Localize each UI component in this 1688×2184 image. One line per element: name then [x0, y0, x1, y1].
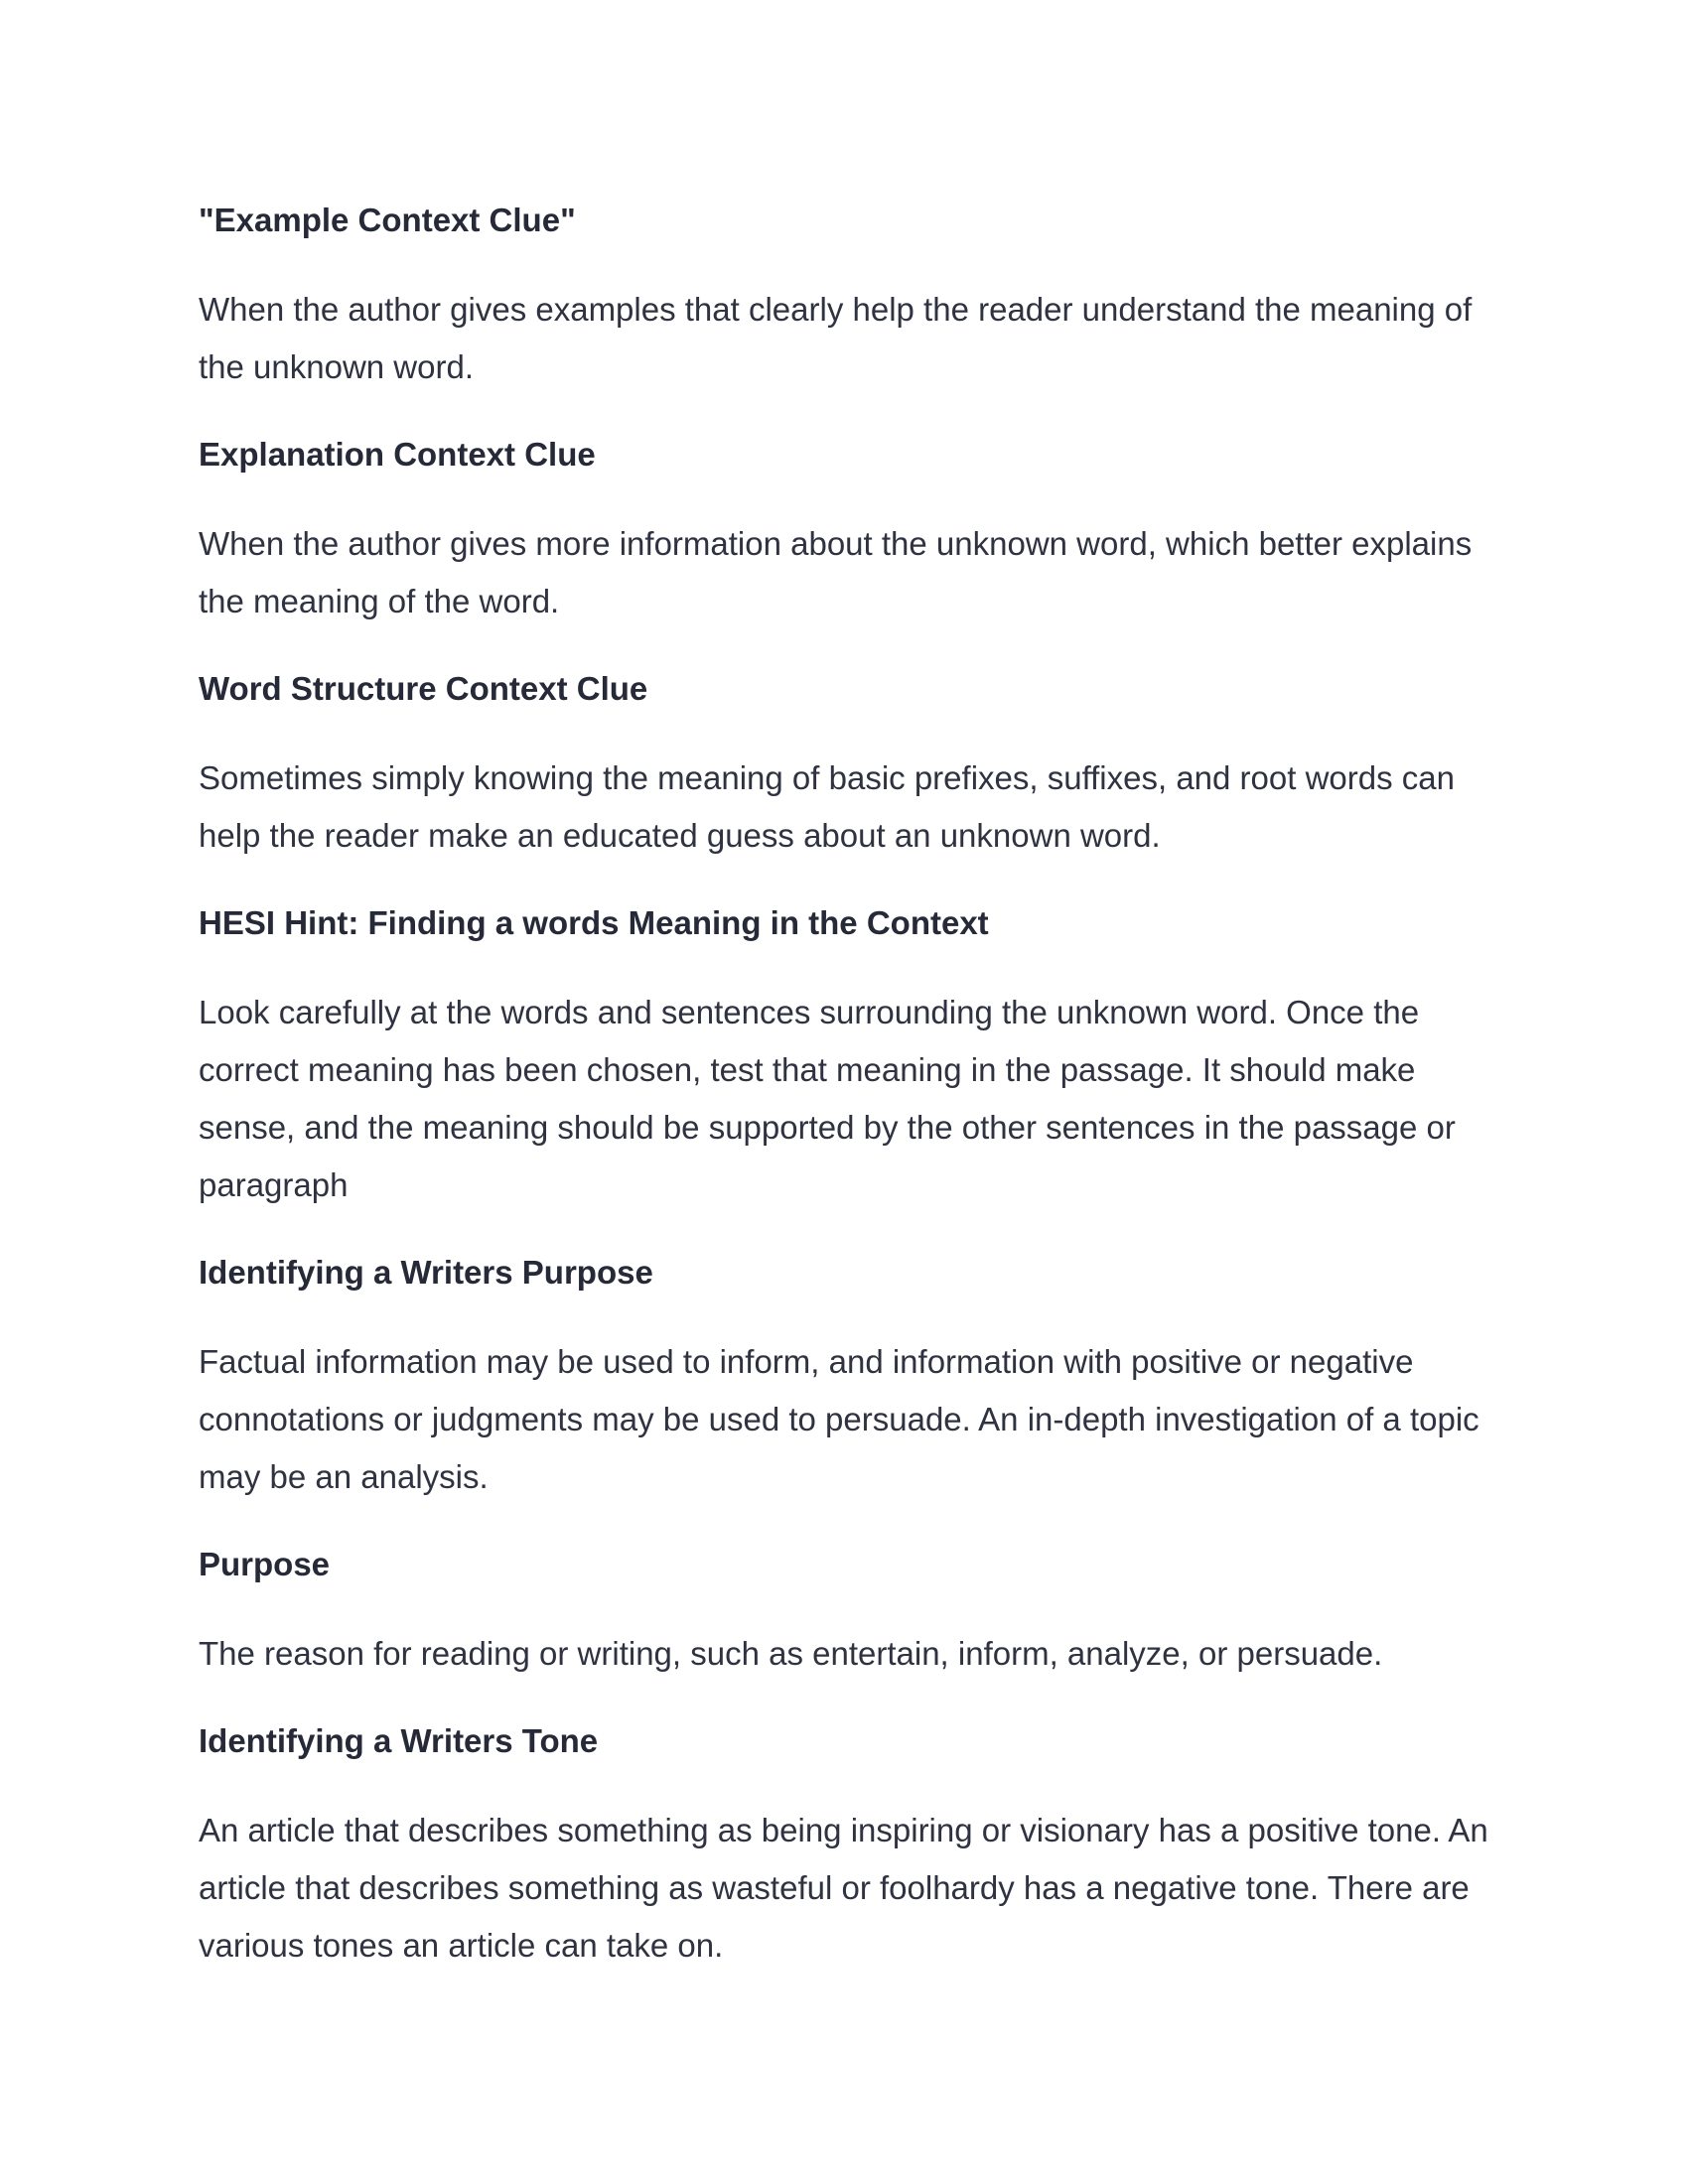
section-heading: Identifying a Writers Tone: [199, 1722, 599, 1759]
section-word-structure-context-clue: [199, 660, 1509, 865]
section-heading: Purpose: [199, 1546, 331, 1582]
section-heading: Identifying a Writers Purpose: [199, 1254, 653, 1291]
section-writers-purpose: [199, 1244, 1509, 1506]
section-hesi-hint: [199, 894, 1509, 1214]
section-body: The reason for reading or writing, such as entertain, inform, analyze, or persuade.: [199, 1635, 1383, 1672]
section-body: Look carefully at the words and sentences surrounding the unknown word. Once the correct meaning has been chosen, test that meaning in the passage. It should make sense, and the meaning should be supported by the other sentences in the passage or paragraph: [199, 994, 1456, 1203]
section-heading: Explanation Context Clue: [199, 436, 596, 473]
section-heading: HESI Hint: Finding a words Meaning in the Context: [199, 904, 989, 941]
section-body: When the author gives more information about the unknown word, which better explains the meaning of the word.: [199, 525, 1473, 619]
section-heading: Word Structure Context Clue: [199, 670, 648, 707]
section-body: Factual information may be used to inform, and information with positive or negative connotations or judgments may be used to persuade. An in-depth investigation of a topic may be an analysis.: [199, 1343, 1479, 1495]
section-body: An article that describes something as being inspiring or visionary has a positive tone. An article that describes something as wasteful or foolhardy has a negative tone. There are various tones an article can take on.: [199, 1812, 1488, 1964]
section-explanation-context-clue: [199, 426, 1509, 630]
section-purpose: [199, 1536, 1509, 1683]
section-example-context-clue: [199, 192, 1509, 396]
section-heading: "Example Context Clue": [199, 202, 576, 238]
section-writers-tone: [199, 1712, 1509, 1975]
document-page: [199, 192, 1509, 2004]
section-body: When the author gives examples that clearly help the reader understand the meaning of the unknown word.: [199, 291, 1473, 385]
section-body: Sometimes simply knowing the meaning of basic prefixes, suffixes, and root words can help the reader make an educated guess about an unknown word.: [199, 759, 1455, 854]
